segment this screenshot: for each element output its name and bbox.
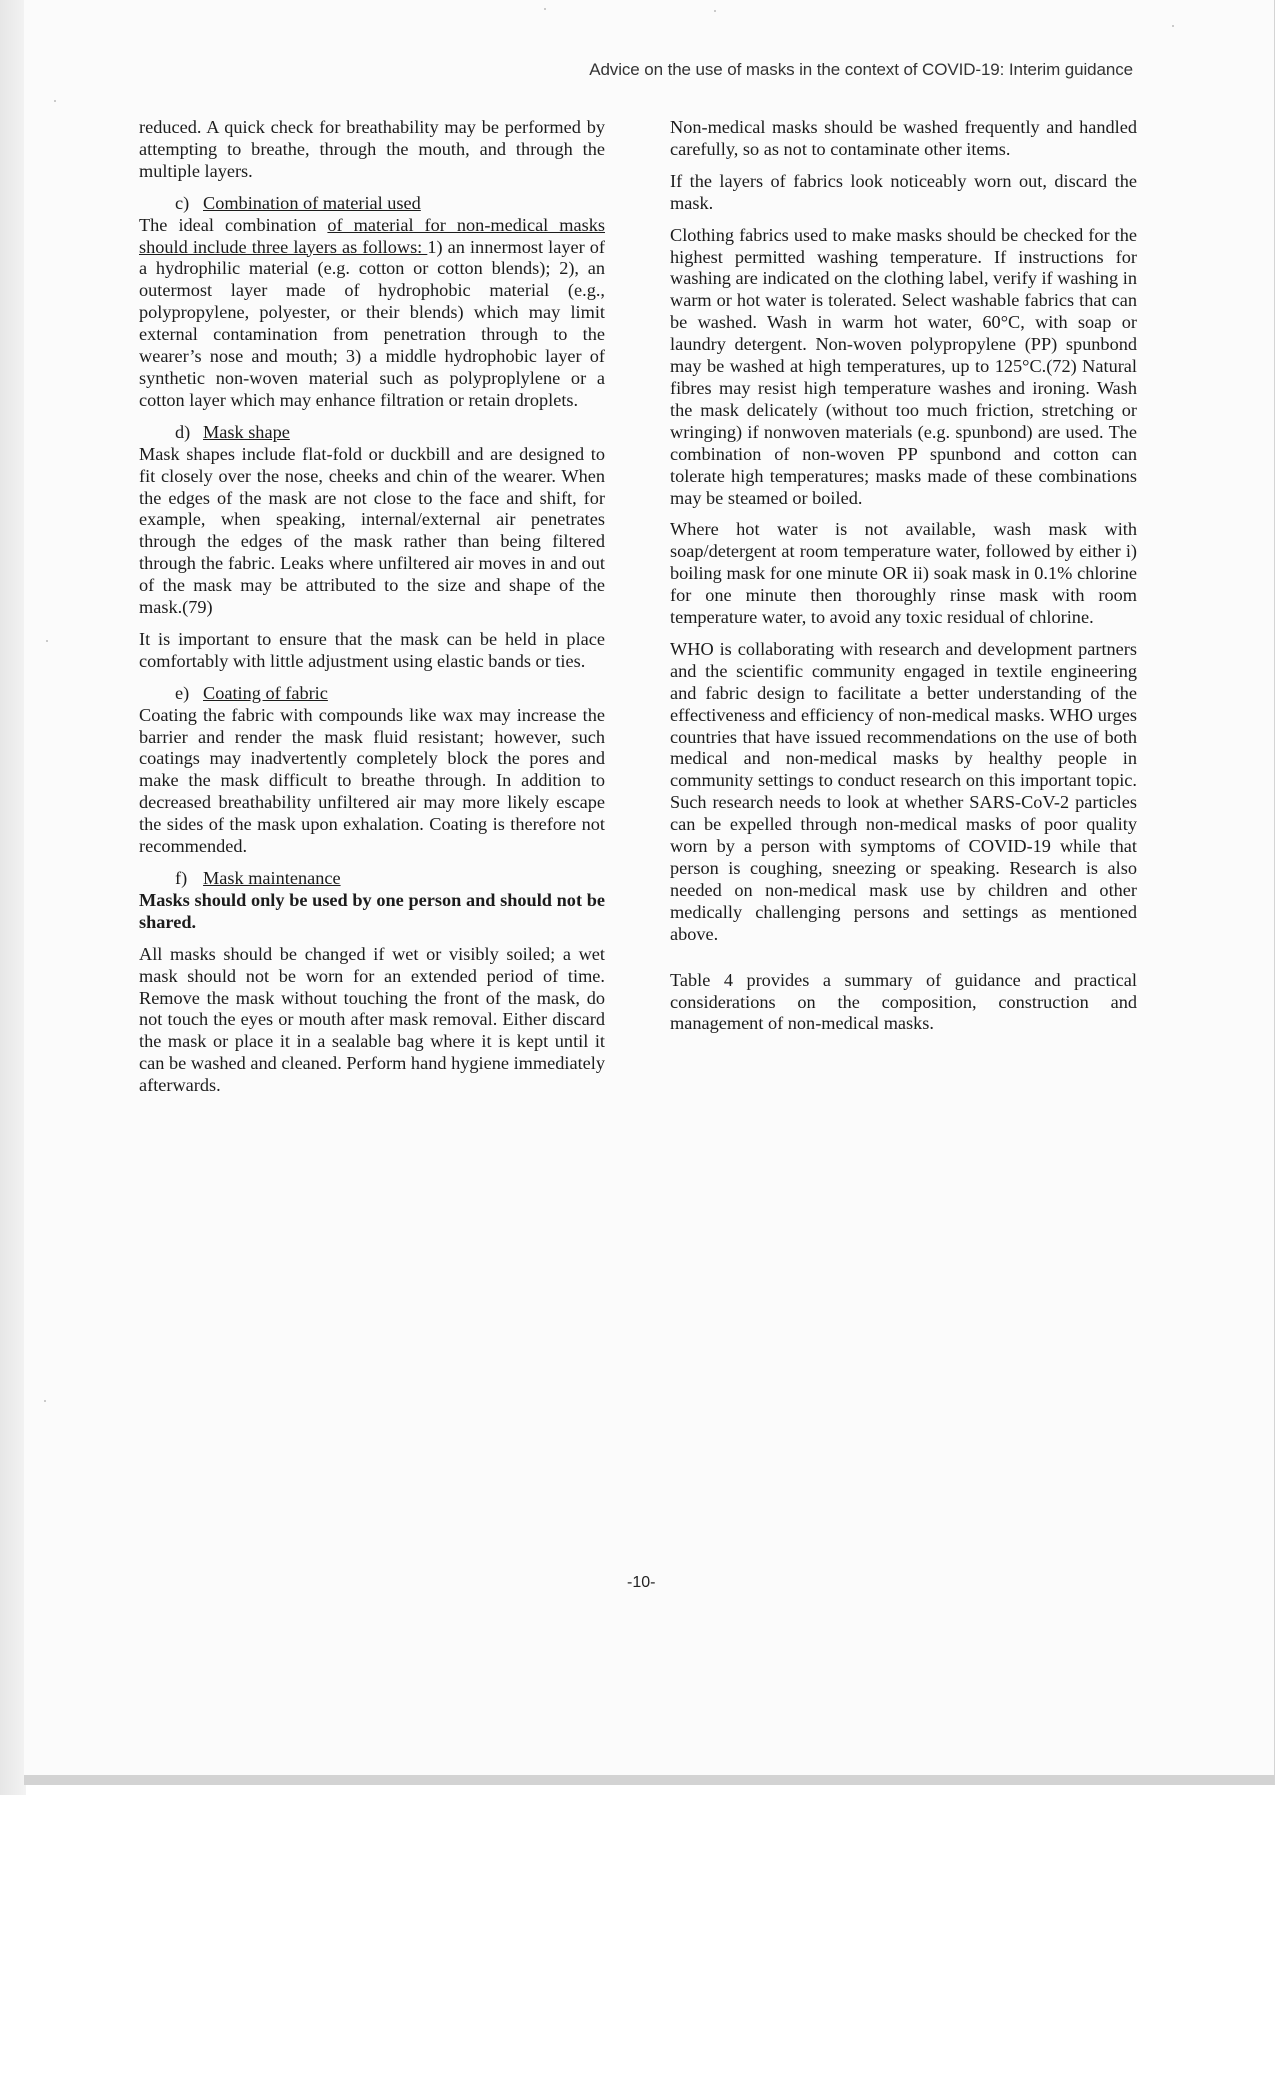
- scan-speck: [1172, 25, 1174, 27]
- section-heading-coating: e) Coating of fabric: [175, 682, 328, 703]
- paragraph-hold-in-place: It is important to ensure that the mask can be held in place comfortably with little adjustment using elastic bands or ties.: [139, 628, 605, 671]
- scan-speck: [544, 8, 546, 10]
- paragraph-washing-temperature: Clothing fabrics used to make masks should be checked for the highest permitted washing temperature. If instructions for washing are indicated on the clothing label, verify if washing in warm or hot water is tolerated. Select washable fabrics that can be washed. Wash in warm hot water, 60°C, with soap or laundry detergent. Non-woven polypropylene (PP) spunbond may be washed at high temperatures, up to 125°C.(72) Natural fibres may resist high temperature washes and ironing. Wash the mask delicately (without too much friction, stretching or wringing) if nonwoven materials (e.g. spunbond) are used. The combination of non-woven PP spunbond and cotton can tolerate high temperatures; masks made of these combinations may be steamed or boiled.: [670, 224, 1137, 508]
- paragraph-gap: [670, 956, 1137, 970]
- paragraph-washing-frequency: Non-medical masks should be washed frequently and handled carefully, so as not to contaminate other items.: [670, 117, 1137, 159]
- scan-speck: [54, 100, 56, 102]
- paragraph-worn-out: If the layers of fabrics look noticeably worn out, discard the mask.: [670, 170, 1137, 213]
- section-heading-maintenance: f) Mask maintenance: [175, 868, 341, 888]
- paragraph-maintenance: All masks should be changed if wet or visibly soiled; a wet mask should not be worn for an extended period of time. Remove the mask without touching the front of the mask, do not touch the eyes or mouth after mask removal. Either discard the mask or place it in a sealable bag where it is kept until it can be washed and cleaned. Perform hand hygiene immediately afterwards.: [139, 943, 605, 1096]
- section-heading-mask-shape: d) Mask shape: [175, 421, 290, 442]
- paragraph-mask-shape: Mask shapes include flat-fold or duckbill and are designed to fit closely over the nose, cheeks and chin of the wearer. When the edges of the mask are not close to the face and shift, for example, when speaking, internal/external air penetrates through the edges of the mask rather than being filtered through the fabric. Leaks where unfiltered air moves in and out of the mask may be attributed to the size and shape of the mask.(79): [139, 443, 605, 618]
- section-heading-combination: c) Combination of material used: [175, 192, 421, 213]
- scan-speck: [46, 640, 48, 642]
- paragraph-breathability: reduced. A quick check for breathability may be performed by attempting to breathe, through the mouth, and through the multiple layers.: [139, 117, 605, 181]
- scan-speck: [44, 1400, 46, 1402]
- page-number: -10-: [627, 1574, 656, 1591]
- left-column: [139, 117, 605, 1107]
- paragraph-no-hot-water: Where hot water is not available, wash mask with soap/detergent at room temperature water, followed by either i) boiling mask for one minute OR ii) soak mask in 0.1% chlorine for one minute then thoroughly rinse mask with room temperature water, to avoid any toxic residual of chlorine.: [670, 519, 1137, 628]
- scan-speck: [714, 10, 716, 12]
- right-column: [670, 117, 1137, 1045]
- paragraph-table-reference: Table 4 provides a summary of guidance and practical considerations on the composition, construction and management of non-medical masks.: [670, 969, 1137, 1034]
- paragraph-coating: Coating the fabric with compounds like wax may increase the barrier and render the mask fluid resistant; however, such coatings may inadvertently completely block the pores and make the mask difficult to breathe through. In addition to decreased breathability unfiltered air may more likely escape the sides of the mask upon exhalation. Coating is therefore not recommended.: [139, 704, 605, 857]
- paragraph-combination: The ideal combination of material for non-medical masks should include three layers as follows: 1) an innermost layer of a hydrophilic material (e.g. cotton or cotton blends); 2), an outermost layer made of hydrophobic material (e.g., polypropylene, polyester, or their blends) which may limit external contamination from penetration through to the wearer’s nose and mouth; 3) a middle hydrophobic layer of synthetic non-woven material such as polyproplylene or a cotton layer which may enhance filtration or retain droplets.: [139, 214, 605, 410]
- running-header: Advice on the use of masks in the context of COVID-19: Interim guidance: [589, 60, 1133, 79]
- scan-left-edge: [0, 0, 26, 1795]
- paragraph-maintenance-emphasis: Masks should only be used by one person and should not be shared.: [139, 889, 605, 932]
- paragraph-who-research: WHO is collaborating with research and development partners and the scientific community engaged in textile engineering and fabric design to facilitate a better understanding of the effectiveness and efficiency of non-medical masks. WHO urges countries that have issued recommendations on the use of both medical and non-medical masks by healthy people in community settings to conduct research on this important topic. Such research needs to look at whether SARS-CoV-2 particles can be expelled through non-medical masks of poor quality worn by a person with symptoms of COVID-19 while that person is coughing, sneezing or speaking. Research is also needed on non-medical mask use by children and other medically challenging persons and settings as mentioned above.: [670, 638, 1137, 944]
